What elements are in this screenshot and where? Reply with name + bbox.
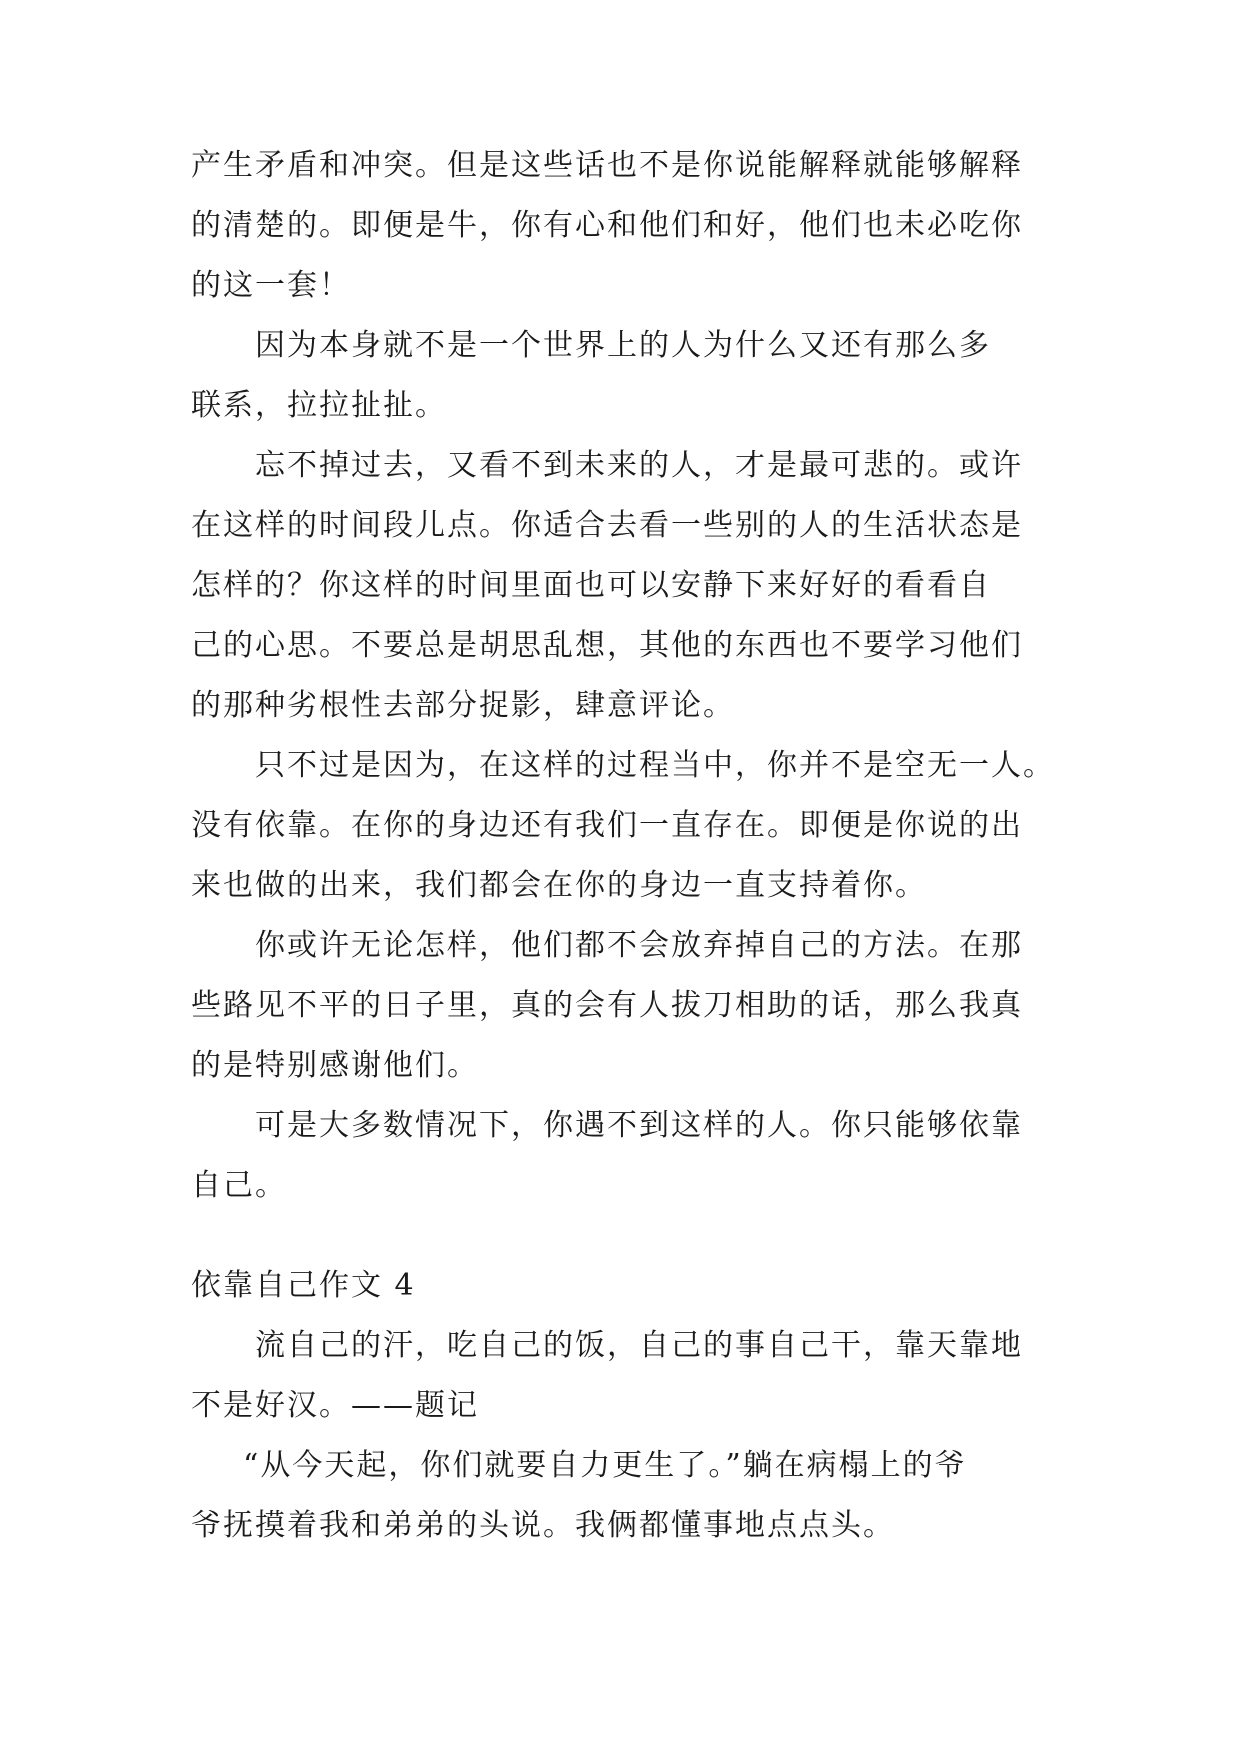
text-line: 的那种劣根性去部分捉影，肆意评论。 [191,688,735,723]
paragraph-start-line: 可是大多数情况下，你遇不到这样的人。你只能够依靠 [255,1108,1023,1143]
section-heading: 依靠自己作文 4 [191,1268,416,1303]
paragraph-start-line: “从今天起，你们就要自力更生了。”躺在病榻上的爷 [243,1448,967,1483]
paragraph-start-line: 只不过是因为，在这样的过程当中，你并不是空无一人。 [255,748,1055,783]
text-line: 联系，拉拉扯扯。 [191,388,447,423]
text-line: 自己。 [191,1168,287,1203]
text-line: 的这一套！ [191,268,351,303]
paragraph-start-line: 你或许无论怎样，他们都不会放弃掉自己的方法。在那 [255,928,1023,963]
text-line: 些路见不平的日子里，真的会有人拔刀相助的话，那么我真 [191,988,1023,1023]
body-text-section-1 [191,136,1055,1216]
body-text-section-2 [191,1316,1052,1556]
text-line: 的清楚的。即便是牛，你有心和他们和好，他们也未必吃你 [191,208,1023,243]
text-line: 爷抚摸着我和弟弟的头说。我俩都懂事地点点头。 [191,1508,895,1543]
text-line: 来也做的出来，我们都会在你的身边一直支持着你。 [191,868,927,903]
text-line: 产生矛盾和冲突。但是这些话也不是你说能解释就能够解释 [191,148,1023,183]
paragraph-start-line: 忘不掉过去，又看不到未来的人，才是最可悲的。或许 [255,448,1023,483]
text-line: 怎样的？你这样的时间里面也可以安静下来好好的看看自 [191,568,991,603]
text-line: 己的心思。不要总是胡思乱想，其他的东西也不要学习他们 [191,628,1023,663]
text-line: 没有依靠。在你的身边还有我们一直存在。即便是你说的出 [191,808,1023,843]
paragraph-start-line: 流自己的汗，吃自己的饭，自己的事自己干，靠天靠地 [255,1328,1023,1363]
text-line: 在这样的时间段儿点。你适合去看一些别的人的生活状态是 [191,508,1023,543]
text-line: 不是好汉。——题记 [191,1388,479,1423]
paragraph-start-line: 因为本身就不是一个世界上的人为什么又还有那么多 [255,328,991,363]
text-line: 的是特别感谢他们。 [191,1048,479,1083]
